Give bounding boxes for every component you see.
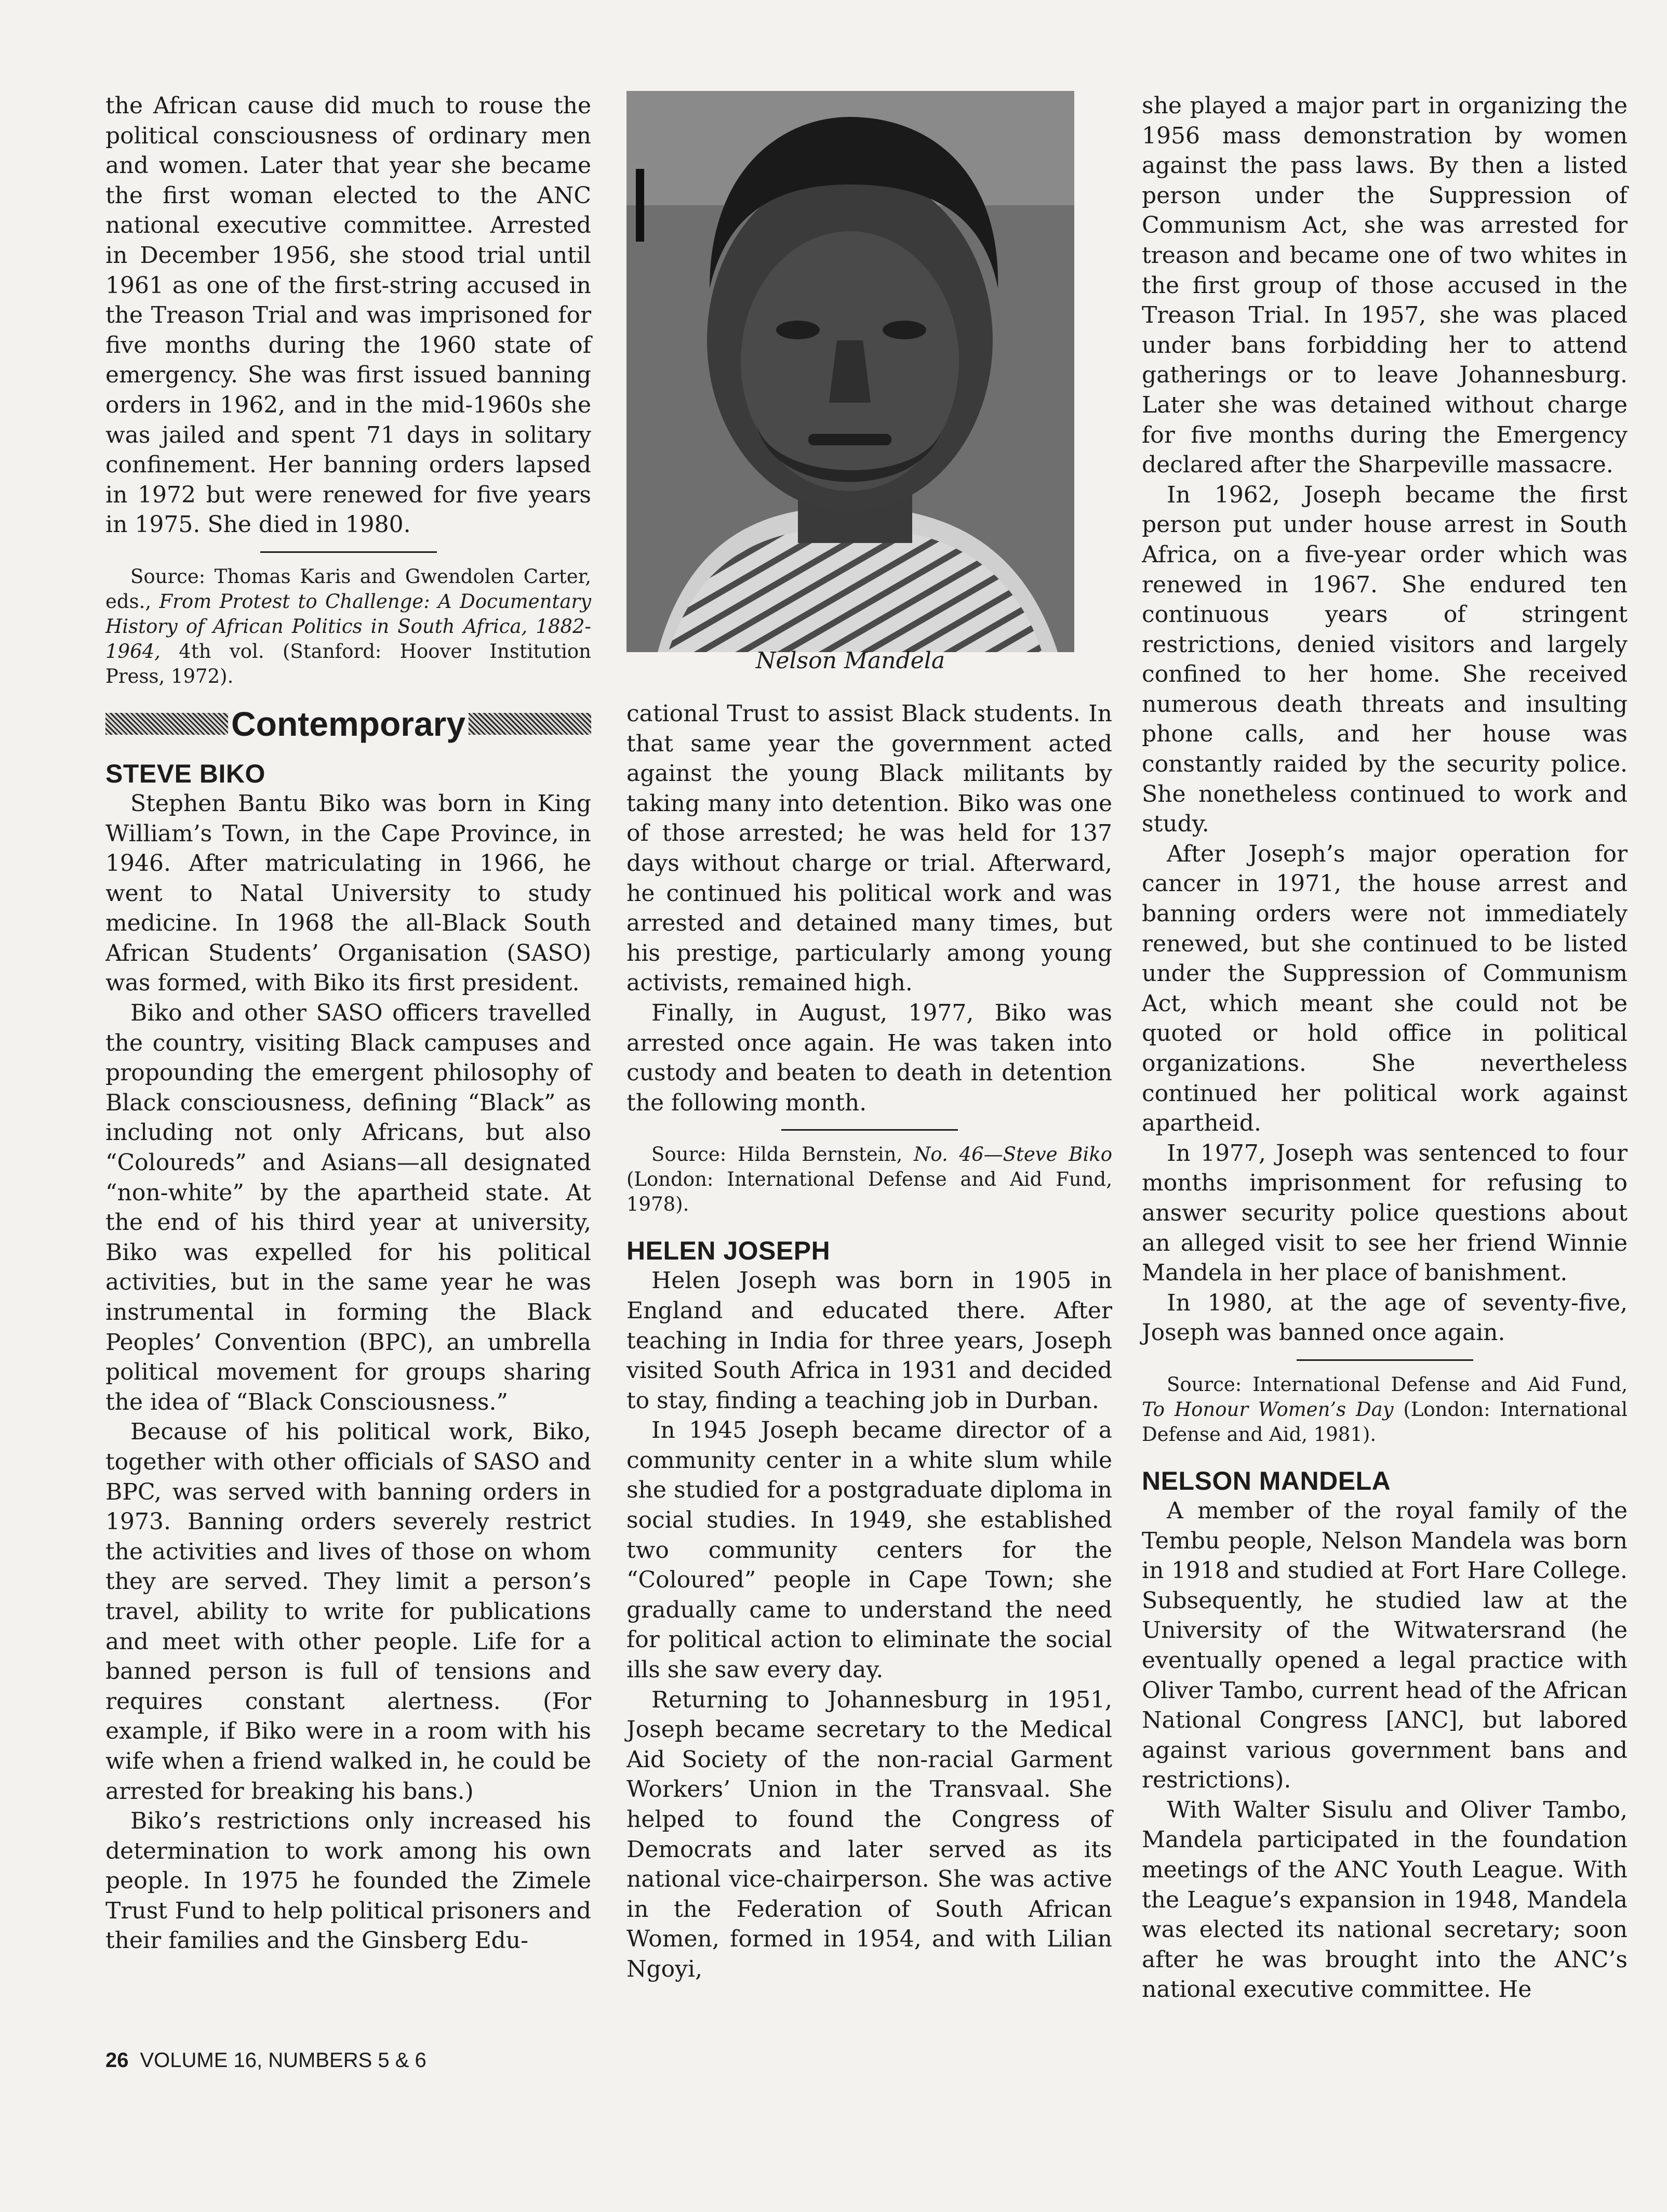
- paragraph-joseph-4: In 1962, Joseph became the first person put under house arrest in South Africa, on a five-year order which was renewed in 1967. She endured ten continuous years of stringent restrictions, denied visitors and largely confined to her home. She received numerous death threats and insulting phone calls, and her house was constantly raided by the security police. She nonetheless continued to work and study.: [1142, 481, 1628, 838]
- paragraph-ngoyi-continued: the African cause did much to rouse the political consciousness of ordinary men and women. Later that year she became the first woman elected to the ANC national executive committee. Arrested in December 1956, she stood trial until 1961 as one of the first-string accused in the Treason Trial and was imprisoned for five months during the 1960 state of emergency. She was first issued banning orders in 1962, and in the mid-1960s she was jailed and spent 71 days in solitary confinement. Her banning orders lapsed in 1972 but were renewed for five years in 1975. She died in 1980.: [105, 92, 591, 538]
- photo-caption: Nelson Mandela: [755, 647, 945, 674]
- paragraph-mandela-2: With Walter Sisulu and Oliver Tambo, Mandela participated in the foundation meetings of the ANC Youth League. With the League’s expansion in 1948, Mandela was elected its national secretary; soon after he was brought into the ANC’s national executive committee. He: [1142, 1796, 1628, 2003]
- paragraph-biko-2: Biko and other SASO officers travelled the country, visiting Black campuses and propounding the emergent philosophy of Black consciousness, defining “Black” as including not only Africans, but also “Coloureds” and Asians—all designated “non-white” by the apartheid state. At the end of his third year at university, Biko was expelled for his political activities, but in the same year he was instrumental in forming the Black Peoples’ Convention (BPC), an umbrella political movement for groups sharing the idea of “Black Consciousness.”: [105, 1000, 591, 1415]
- issue-label: VOLUME 16, NUMBERS 5 & 6: [140, 2049, 426, 2072]
- paragraph-biko-1: Stephen Bantu Biko was born in King William’s Town, in the Cape Province, in 1946. After matriculating in 1966, he went to Natal University to study medicine. In 1968 the all-Black South African Students’ Organisation (SASO) was formed, with Biko its first president.: [105, 790, 591, 997]
- divider-rule: [781, 1129, 958, 1131]
- portrait-photo: [626, 91, 1074, 652]
- page-footer: [105, 2049, 426, 2072]
- page-number: 26: [105, 2049, 129, 2072]
- section-title: Contemporary: [231, 704, 466, 743]
- paragraph-joseph-3: Returning to Johannesburg in 1951, Joseph became secretary to the Medical Aid Society of the non-racial Garment Workers’ Union in the Transvaal. She helped to found the Congress of Democrats and later served as its national vice-chairperson. She was active in the Federation of South African Women, formed in 1954, and with Lilian Ngoyi,: [626, 1686, 1112, 1982]
- column-left: [105, 91, 591, 1956]
- paragraph-joseph-6: In 1977, Joseph was sentenced to four months imprisonment for refusing to answer security police questions about an alleged visit to see her friend Winnie Mandela in her place of banishment.: [1142, 1140, 1628, 1287]
- paragraph-joseph-continued: she played a major part in organizing the 1956 mass demonstration by women against the pass laws. By then a listed person under the Suppression of Communism Act, she was arrested for treason and became one of two whites in the first group of those accused in the Treason Trial. In 1957, she was placed under bans forbidding her to attend gatherings or to leave Johannesburg. Later she was detained without charge for five months during the Emergency declared after the Sharpeville massacre.: [1142, 92, 1628, 479]
- column-right: [1142, 91, 1628, 2005]
- paragraph-biko-4: Biko’s restrictions only increased his determination to work among his own people. In 1975 he founded the Zimele Trust Fund to help political prisoners and their families and the Ginsberg Edu-: [105, 1808, 591, 1954]
- paragraph-joseph-5: After Joseph’s major operation for cancer in 1971, the house arrest and banning orders were not immediately renewed, but she continued to be listed under the Suppression of Communism Act, which meant she could not be quoted or hold office in political organizations. She nevertheless continued her political work against apartheid.: [1142, 840, 1628, 1137]
- paragraph-biko-continued: cational Trust to assist Black students. In that same year the government acted against the young Black militants by taking many into detention. Biko was one of those arrested; he was held for 137 days without charge or trial. Afterward, he continued his political work and was arrested and detained many times, but his prestige, particularly among young activists, remained high.: [626, 700, 1112, 997]
- divider-rule: [1297, 1359, 1473, 1361]
- paragraph-biko-3: Because of his political work, Biko, together with other officials of SASO and BPC, was served with banning orders in 1973. Banning orders severely restrict the activities and lives of those on whom they are served. They limit a person’s travel, ability to write for publications and meet with other people. Life for a banned person is full of tensions and requires constant alertness. (For example, if Biko were in a room with his wife when a friend walked in, he could be arrested for breaking his bans.): [105, 1419, 591, 1805]
- hatch-decoration-right: [469, 713, 591, 735]
- paragraph-biko-final: Finally, in August, 1977, Biko was arrested once again. He was taken into custody and beaten to death in detention the following month.: [626, 999, 1112, 1116]
- source-citation-bernstein: Source: Hilda Bernstein, No. 46—Steve Biko (London: International Defense and Aid Fund, 1978).: [626, 1143, 1113, 1216]
- source-title: From Protest to Challenge: A Documentary History of African Politics in South Africa, 1882-1964,: [105, 590, 591, 663]
- divider-rule: [260, 551, 437, 553]
- section-banner-contemporary: [105, 704, 591, 744]
- spacer: [1142, 1447, 1628, 1466]
- column-middle: [626, 699, 1112, 1984]
- portrait-illustration: [626, 91, 1074, 652]
- heading-steve-biko: STEVE BIKO: [105, 759, 265, 788]
- heading-nelson-mandela: NELSON MANDELA: [1142, 1466, 1391, 1495]
- hatch-decoration-left: [105, 713, 228, 735]
- paragraph-joseph-1: Helen Joseph was born in 1905 in England and educated there. After teaching in India for three years, Joseph visited South Africa in 1931 and decided to stay, finding a teaching job in Durban.: [626, 1267, 1112, 1414]
- paragraph-joseph-7: In 1980, at the age of seventy-five, Joseph was banned once again.: [1142, 1289, 1628, 1346]
- source-title: To Honour Women’s Day: [1142, 1398, 1394, 1421]
- paragraph-joseph-2: In 1945 Joseph became director of a community center in a white slum while she studied for a postgraduate diploma in social studies. In 1949, she established two community centers for the “Coloured” people in Cape Town; she gradually came to understand the need for political action to eliminate the social ills she saw every day.: [626, 1417, 1112, 1684]
- source-citation-idaf: Source: International Defense and Aid Fund, To Honour Women’s Day (London: International Defense and Aid, 1981).: [1142, 1373, 1628, 1446]
- spacer: [626, 1217, 1112, 1236]
- heading-helen-joseph: HELEN JOSEPH: [626, 1236, 831, 1266]
- source-citation-karis: Source: Thomas Karis and Gwendolen Carter, eds., From Protest to Challenge: A Documentary History of African Politics in South Africa, 1882-1964, 4th vol. (Stanford: Hoover Institution Press, 1972).: [105, 565, 591, 687]
- source-title: No. 46—Steve Biko: [914, 1143, 1113, 1166]
- paragraph-mandela-1: A member of the royal family of the Tembu people, Nelson Mandela was born in 1918 and studied at Fort Hare College. Subsequently, he studied law at the University of the Witwatersrand (he eventually opened a legal practice with Oliver Tambo, current head of the African National Congress [ANC], but labored against various government bans and restrictions).: [1142, 1497, 1628, 1794]
